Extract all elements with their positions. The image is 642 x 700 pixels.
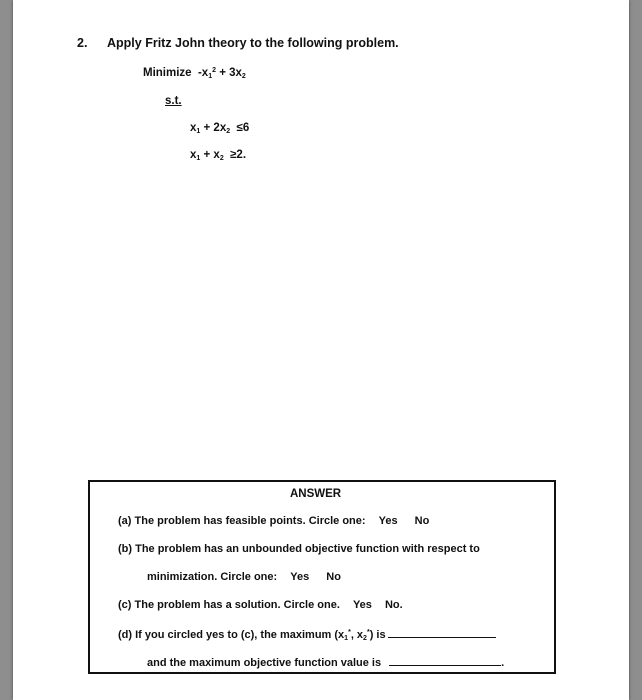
answer-b-line2: minimization. Circle one: Yes No: [147, 571, 341, 583]
answer-c: (c) The problem has a solution. Circle one. Yes No.: [118, 599, 403, 611]
answer-d-line1: (d) If you circled yes to (c), the maximum ($x_1^*$, $x_2^*$) is: [118, 627, 496, 642]
answer-d-blank-1[interactable]: [388, 627, 496, 638]
answer-c-no[interactable]: No.: [384, 599, 403, 611]
answer-title: ANSWER: [290, 488, 342, 500]
subject-to-label: s.t.: [165, 95, 182, 107]
answer-c-yes[interactable]: Yes: [352, 599, 372, 611]
answer-d-line2: and the maximum objective function value is .: [147, 657, 505, 669]
constraint-2: $x_1 + x_2 \ge 2$.: [190, 149, 247, 162]
answer-d-blank-2[interactable]: [389, 655, 501, 666]
question-text: Apply Fritz John theory to the following problem.: [107, 36, 399, 50]
answer-a-no[interactable]: No: [414, 515, 430, 527]
answer-a: (a) The problem has feasible points. Circle one: Yes No: [118, 515, 430, 527]
constraint-1: $x_1 + 2x_2 \le 6$: [190, 122, 250, 135]
objective-function: Minimize $-x_1^2 + 3x_2$: [143, 67, 246, 80]
answer-b-line1: (b) The problem has an unbounded objective function with respect to: [118, 543, 480, 555]
answer-a-yes[interactable]: Yes: [378, 515, 398, 527]
answer-b-yes[interactable]: Yes: [290, 571, 310, 583]
answer-b-no[interactable]: No: [326, 571, 341, 583]
question-number: 2.: [77, 36, 88, 50]
